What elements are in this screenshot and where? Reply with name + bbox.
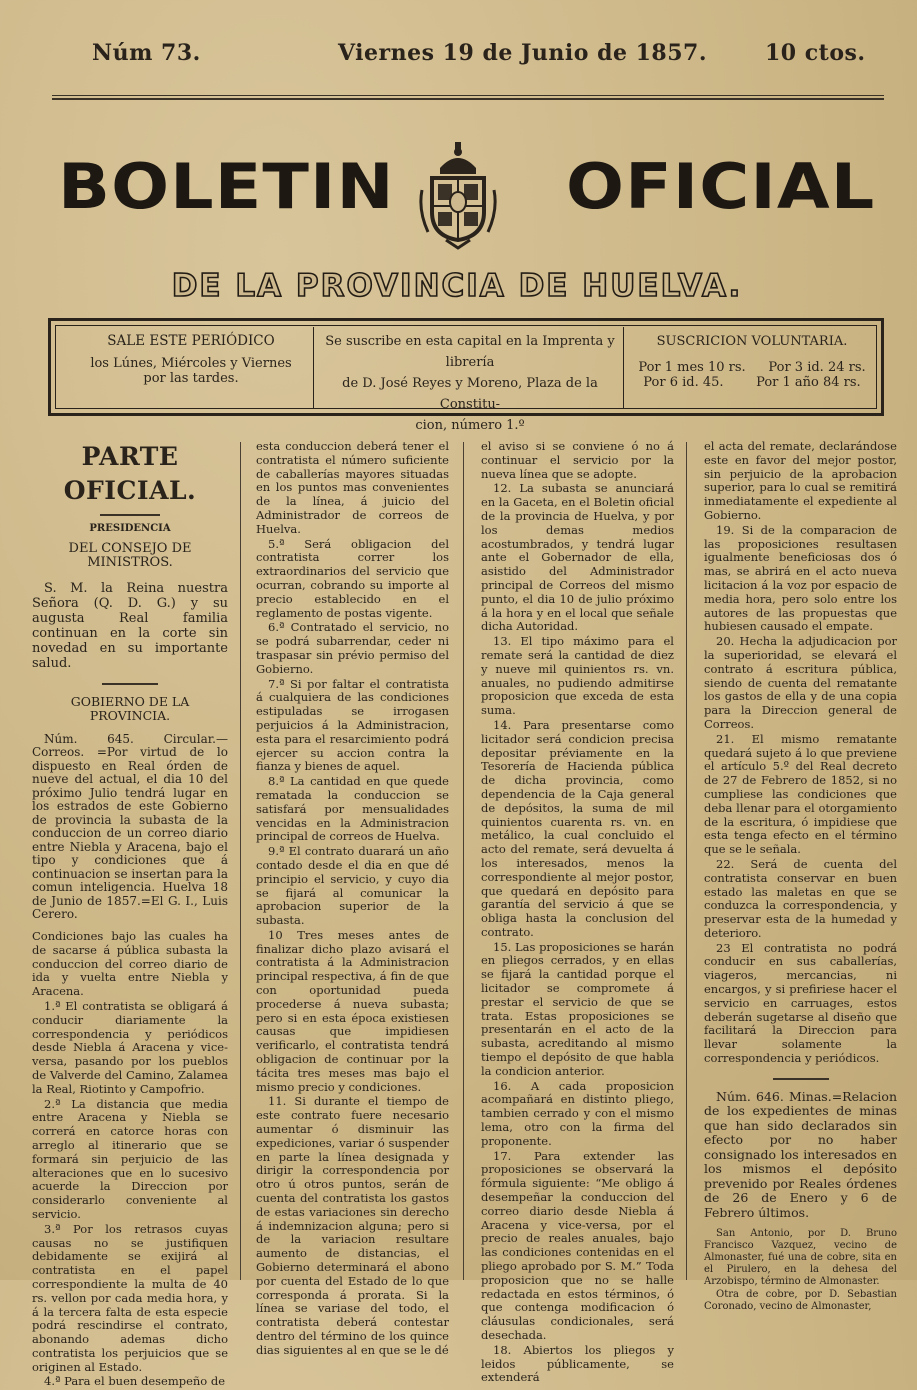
subscription-rates: SUSCRICION VOLUNTARIA. Por 1 mes 10 rs. Por 3 id. 24 rs. Por 6 id. 45. Por 1 año 84 rs. bbox=[638, 334, 866, 390]
title-oficial: OFICIAL bbox=[566, 150, 876, 223]
title-boletin: BOLETIN bbox=[58, 150, 395, 223]
column-3: el aviso si se conviene ó no á continuar el servicio por la nueva línea que se adopte. 12. La subasta se anunciará en la Gaceta, en el Boletin oficial de la provincia de Huelva, y por los demas medios acostumbrados, y tendrá lugar ante el Gobernador de ella, asistido del Administrador principal de Correos del mismo punto, el dia 10 de julio próximo á la hora y en el local que señale dicha Autoridad. 13. El tipo máximo para el remate será la cantidad de diez y nueve mil quinientos rs. vn. anuales, no pudiendo admitirse proposicion que exceda de esta suma. 14. Para presentarse como licitador será condicion precisa depositar préviamente en la Tesorería de Hacienda pública de dicha provincia, como dependencia de la Caja general de depósitos, la suma de mil quinientos cuarenta rs. vn. en metálico, la cual concluido el acto del remate, será devuelta á los interesados, menos la correspondiente al mejor postor, que quedará en depósito para garantía del servicio á que se obliga hasta la conclusion del contrato. 15. Las proposiciones se harán en pliegos cerrados, y en ellas se fijará la cantidad porque el licitador se compromete á prestar el servicio de que se trata. Estas proposiciones se presentarán en el acto de la subasta, acreditando al mismo tiempo el depósito de que habla la condicion anterior. 16. A cada proposicion acompañará en distinto pliego, tambien cerrado y con el mismo lema, otro con la firma del proponente. 17. Para extender las proposiciones se observará la fórmula siguiente: “Me obligo á desempeñar la conduccion del correo diario desde Niebla á Aracena y vice-versa, por el precio de reales anuales, bajo las condiciones contenidas en el pliego aprobado por S. M.” Toda proposicion que no se halle redactada en estos términos, ó que contenga modificacion ó cláusulas condicionales, será desechada. 18. Abiertos los pliegos y leidos públicamente, se extenderá bbox=[481, 439, 674, 1385]
subtitle: DE LA PROVINCIA DE HUELVA. bbox=[171, 268, 743, 304]
masthead-rule bbox=[52, 98, 884, 100]
section-heading: PARTE OFICIAL. bbox=[63, 442, 197, 505]
subscription-info-box bbox=[48, 318, 884, 433]
issue-date: Viernes 19 de Junio de 1857. bbox=[338, 40, 707, 66]
column-divider bbox=[463, 442, 464, 1280]
royal-crest-icon bbox=[418, 140, 498, 250]
issue-number: Núm 73. bbox=[92, 40, 201, 66]
column-2: esta conduccion deberá tener el contratista el número suficiente de caballerías mayores situadas en los puntos mas convenientes de la línea, á juicio del Administrador de correos de Huelva. 5.ª Será obligacion del contratista correr los extraordinarios del servicio que ocurran, cobrando su importe al precio establecido en el reglamento de postas vigente. 6.ª Contratado el servicio, no se podrá subarrendar, ceder ni traspasar sin prévio permiso del Gobierno. 7.ª Si por faltar el contratista á cualquiera de las condiciones estipuladas se irrogasen perjuicios á la Administracion, esta para el resarcimiento podrá ejercer su accion contra la fianza y bienes de aquel. 8.ª La cantidad en que quede rematada la conduccion se satisfará por mensualidades vencidas en la Administracion principal de correos de Huelva. 9.ª El contrato duarará un año contado desde el dia en que dé principio el servicio, y cuyo dia se fijará al comunicar la aprobacion superior de la subasta. 10 Tres meses antes de finalizar dicho plazo avisará el contratista á la Administracion principal respectiva, á fin de que con oportunidad pueda procederse á nueva subasta; pero si en esta época existiesen causas que impidiesen verificarlo, el contratista tendrá obligacion de continuar por la tácita tres meses mas bajo el mismo precio y condiciones. 11. Si durante el tiempo de este contrato fuere necesario aumentar ó disminuir las expediciones, variar ó suspender en parte la línea designada y dirigir la correspondencia por otro ú otros puntos, serán de cuenta del contratista los gastos de estas variaciones sin derecho á indemnizacion alguna; pero si de la variacion resultare aumento de distancias, el Gobierno determinará el abono por cuenta del Estado de lo que corresponda á prorata. Si la línea se variase del todo, el contratista deberá contestar dentro del término de los quince dias siguientes al en que se le dé bbox=[256, 439, 449, 1357]
issue-price: 10 ctos. bbox=[765, 40, 866, 66]
column-1: PARTE OFICIAL. PRESIDENCIA DEL CONSEJO DE MINISTROS. S. M. la Reina nuestra Señora (Q. D. G.) y su augusta Real familia continuan en la corte sin novedad en su importante salud. GOBIERNO DE LA PROVINCIA. Núm. 645. Circular.—Correos. =Por virtud de lo dispuesto en Real órden de nueve del actual, el dia 10 del próximo Julio tendrá lugar en los estrados de este Gobierno de provincia la subasta de la conduccion de un correo diario entre Niebla y Aracena, bajo el tipo y condiciones que á continuacion se insertan para la comun inteligencia. Huelva 18 de Junio de 1857.=El G. I., Luis Cerero. Condiciones bajo las cuales ha de sacarse á pública subasta la conduccion del correo diario de ida y vuelta entre Niebla y Aracena. 1.ª El contratista se obligará á conducir diariamente la correspondencia y periódicos desde Niebla á Aracena y vice-versa, pasando por los pueblos de Valverde del Camino, Zalamea la Real, Riotinto y Campofrio. 2.ª La distancia que media entre Aracena y Niebla se correrá en catorce horas con arreglo al itinerario que se formará sin perjuicio de las alteraciones que en lo sucesivo acuerde la Direccion por considerarlo conveniente al servicio. 3.ª Por los retrasos cuyas causas no se justifiquen debidamente se exijirá al contratista en el papel correspondiente la multa de 40 rs. vellon por cada media hora, y á la tercera falta de esta especie podrá rescindirse el contrato, abonando ademas dicho contratista los perjuicios que se originen al Estado. 4.ª Para el buen desempeño de bbox=[32, 442, 228, 1389]
publication-schedule: SALE ESTE PERIÓDICO los Lúnes, Miércoles y Viernes por las tardes. bbox=[90, 333, 292, 386]
column-4: el acta del remate, declarándose este en favor del mejor postor, sin perjuicio de la aprobacion superior, para lo cual se remitirá inmediatamente el expediente al Gobierno. 19. Si de la comparacion de las proposiciones resultasen igualmente beneficiosas dos ó mas, se abrirá en el acto nueva licitacion á la voz por espacio de media hora, pero solo entre los autores de las propuestas que hubiesen causado el empate. 20. Hecha la adjudicacion por la superioridad, se elevará el contrato á escritura pública, siendo de cuenta del rematante los gastos de ella y de una copia para la Direccion general de Correos. 21. El mismo rematante quedará sujeto á lo que previene el artículo 5.º del Real decreto de 27 de Febrero de 1852, si no cumpliese las condiciones que deba llenar para el otorgamiento de la escritura, ó impidiese que esta tenga efecto en el término que se le señala. 22. Será de cuenta del contratista conservar en buen estado las maletas en que se conduzca la correspondencia, y preservar esta de la humedad y deterioro. 23 El contratista no podrá conducir en sus caballerías, viageros, mercancias, ni encargos, y si prefiriese hacer el servicio en carruages, estos deberán sugetarse al diseño que facilitará la Direccion para llevar solamente la correspondencia y periódicos. Núm. 646. Minas.=Relacion de los expedientes de minas que han sido declarados sin efecto por no haber consignado los interesados en los mismos el depósito prevenido por Reales órdenes de 26 de Enero y 6 de Febrero últimos. San Antonio, por D. Bruno Francisco Vazquez, vecino de Almonaster, fué una de cobre, sita en el Pirulero, en la dehesa del Arzobispo, término de Almonaster. Otra de cobre, por D. Sebastian Coronado, vecino de Almonaster, bbox=[704, 439, 897, 1313]
column-divider bbox=[686, 442, 687, 1280]
column-divider bbox=[240, 442, 241, 1280]
subscription-address: Se suscribe en esta capital en la Imprenta y librería de D. José Reyes y Moreno, Plaza de la Constitu- cion, número 1.º bbox=[325, 334, 615, 433]
masthead-rule-thin bbox=[52, 95, 884, 96]
